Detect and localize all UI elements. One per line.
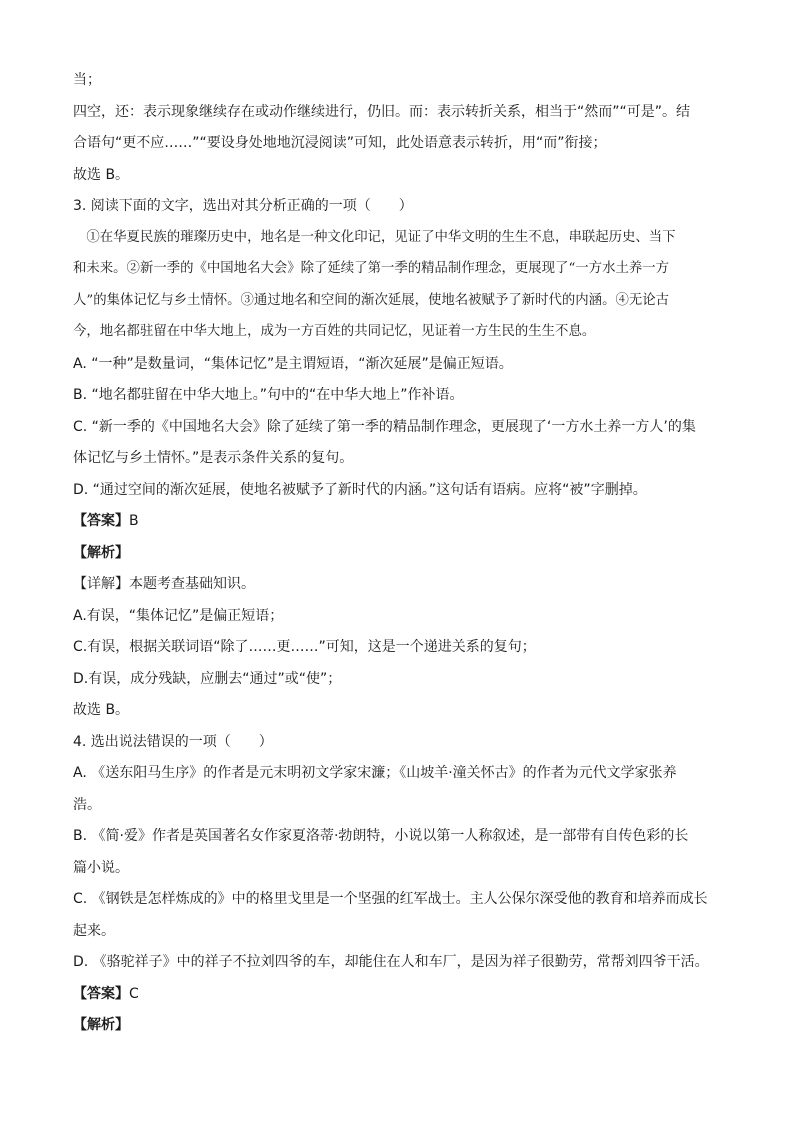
- option-c-cont: 体记忆与乡土情怀。”是表示条件关系的复句。: [73, 450, 354, 466]
- answer-tag: 【答案】: [73, 513, 129, 529]
- answer-value: B: [129, 513, 139, 529]
- answer-line: [73, 984, 723, 1004]
- analysis-line: [73, 543, 723, 563]
- text-line: A.有误，“集体记忆”是偏正短语；: [73, 608, 284, 624]
- option-b-cont: 篇小说。: [73, 860, 129, 876]
- answer-line: [73, 511, 723, 531]
- passage-line: 今，地名都驻留在中华大地上，成为一方百姓的共同记忆，见证着一方生民的生生不息。: [73, 324, 596, 339]
- passage-line: 和未来。②新一季的《中国地名大会》除了延续了第一季的精品制作理念，更展现了“一方水土养一方: [73, 261, 670, 276]
- text-line: 故选 B。: [73, 702, 130, 718]
- option-a: A. “一种”是数量词，“集体记忆”是主谓短语，“渐次延展”是偏正短语。: [73, 356, 513, 372]
- option-d: D. 《骆驼祥子》中的祥子不拉刘四爷的车，却能住在人和车厂，是因为祥子很勤劳，常帮刘四爷干活。: [73, 954, 709, 970]
- answer-tag: 【答案】: [73, 986, 129, 1002]
- text-line: 故选 B。: [73, 167, 130, 183]
- option-b: B. 《简·爱》作者是英国著名女作家夏洛蒂·勃朗特，小说以第一人称叙述，是一部带有自传色彩的长: [73, 828, 689, 844]
- text-line: D.有误，成分残缺，应删去“通过”或“使”；: [73, 671, 342, 687]
- passage-line: ①在华夏民族的璀璨历史中，地名是一种文化印记，见证了中华文明的生生不息，串联起历史、当下: [73, 230, 676, 245]
- analysis-line: [73, 1015, 723, 1035]
- analysis-tag: 【解析】: [73, 1017, 129, 1033]
- analysis-tag: 【解析】: [73, 545, 129, 561]
- option-a-cont: 浩。: [73, 797, 101, 813]
- text-line: 当；: [73, 72, 101, 88]
- question-3-stem: 3. 阅读下面的文字，选出对其分析正确的一项（ ）: [73, 198, 413, 214]
- answer-value: C: [129, 986, 139, 1002]
- text-line: 合语句“更不应……”“要设身处地地沉浸阅读”可知，此处语意表示转折，用“而”衔接；: [73, 135, 607, 151]
- option-c: C. 《钢铁是怎样炼成的》中的格里戈里是一个坚强的红军战士。主人公保尔深受他的教育和培养而成长: [73, 891, 708, 907]
- text-line: 四空，还：表示现象继续存在或动作继续进行，仍旧。而：表示转折关系，相当于“然而”“可是”。结: [73, 104, 691, 120]
- question-4-stem: 4. 选出说法错误的一项（ ）: [73, 734, 273, 750]
- option-b: B. “地名都驻留在中华大地上。”句中的“在中华大地上”作补语。: [73, 387, 464, 403]
- text-line: C.有误，根据关联词语“除了……更……”可知，这是一个递进关系的复句；: [73, 639, 536, 655]
- option-a: A. 《送东阳马生序》的作者是元末明初文学家宋濂；《山坡羊·潼关怀古》的作者为元代文学家张养: [73, 765, 677, 781]
- passage-line: 人”的集体记忆与乡土情怀。③通过地名和空间的渐次延展，使地名被赋予了新时代的内涵。④无论古: [73, 293, 670, 308]
- text-line: 【详解】本题考查基础知识。: [73, 576, 255, 592]
- option-c-cont: 起来。: [73, 923, 115, 939]
- option-d: D. “通过空间的渐次延展，使地名被赋予了新时代的内涵。”这句话有语病。应将“被”字删掉。: [73, 482, 647, 498]
- option-c: C. “新一季的《中国地名大会》除了延续了第一季的精品制作理念，更展现了‘一方水土养一方人’的集: [73, 419, 696, 435]
